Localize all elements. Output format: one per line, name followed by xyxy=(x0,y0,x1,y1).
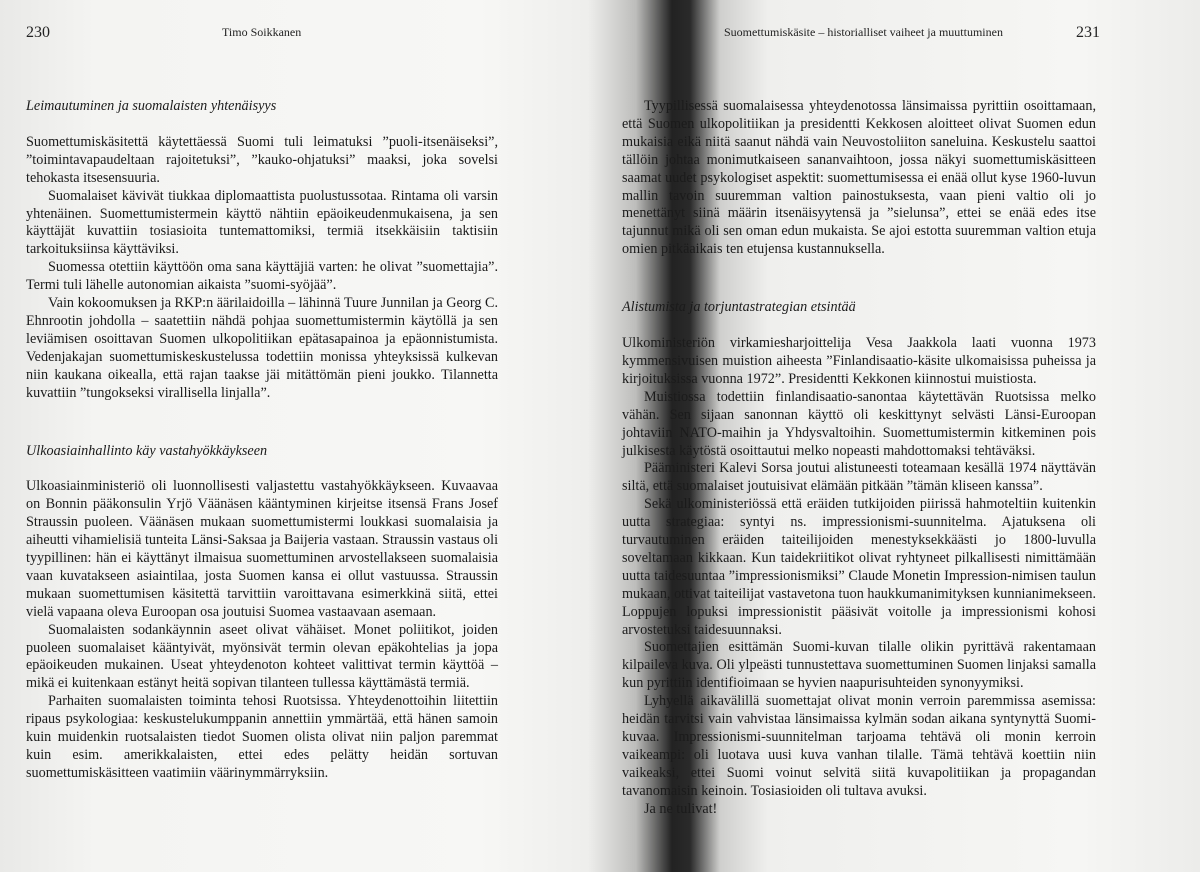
section-heading: Alistumista ja torjuntastrategian etsintää xyxy=(622,299,856,316)
paragraph: Suomettajien esittämän Suomi-kuvan tilalle olikin pyrittävä rakentamaan kilpaileva kuva. Oli ylpeästi tunnustettava suomettuminen Suomen linjaksi samalla kun pyrittiin identifioimaan se hyvien naapurisuhteiden synonyymiksi. xyxy=(622,639,1096,692)
page-number: 230 xyxy=(26,24,50,41)
left-page xyxy=(0,0,560,872)
running-head: Suomettumiskäsite – historialliset vaiheet ja muuttuminen xyxy=(724,25,1003,39)
spacer xyxy=(26,116,498,134)
left-page-body xyxy=(26,98,498,783)
paragraph: Suomalaisten sodankäynnin aseet olivat vähäiset. Monet poliitikot, joiden puoleen suomalaiset kääntyivät, myönsivät termin olevan epäkohtelias ja jopa epäoikeuden mukainen. Useat yhteydenoton kohteet valittivat termin käyttöä – mikä ei kuitenkaan estänyt heitä sopivan tilanteen tullessa käyttämästä termiä. xyxy=(26,621,498,692)
spacer xyxy=(622,281,1096,299)
spacer xyxy=(26,403,498,425)
spacer xyxy=(26,460,498,478)
page-number: 231 xyxy=(1076,24,1100,41)
paragraph: Suomalaiset kävivät tiukkaa diplomaattista puolustussotaa. Rintama oli varsin yhtenäinen. Suomettumistermein käyttö nähtiin epäoikeudenmukaisena, ja sen käyttäjät kuvattiin tosiasioita tuntemattomiksi, termiä itsekkäisiin taktisiin tarkoituksiinsa käyttäviksi. xyxy=(26,187,498,258)
paragraph: Pääministeri Kalevi Sorsa joutui alistuneesti toteamaan kesällä 1974 näyttävän siltä, että suomalaiset joutuisivat elämään pitkään ”tämän kliseen kanssa”. xyxy=(622,460,1096,495)
paragraph: Suomettumiskäsitettä käytettäessä Suomi tuli leimatuksi ”puoli-itsenäiseksi”, ”toimintavapaudeltaan rajoitetuksi”, ”kauko-ohjatuksi” maaksi, joka sovelsi tehokasta itsesensuuria. xyxy=(26,133,498,186)
paragraph: Parhaiten suomalaisten toiminta tehosi Ruotsissa. Yhteydenottoihin liitettiin ripaus psykologiaa: keskustelukumppanin annettiin ymmärtää, että hänen samoin kuin muidenkin ruotsalaisten tiedot Suomen olista olivat niin paljon paremmat kuin esim. amerikkalaisten, ettei edes pelätty heidän sortuvan suomettumiskäsitteen vaatimiin väärinymmärryksiin. xyxy=(26,693,498,781)
section-heading: Leimautuminen ja suomalaisten yhtenäisyys xyxy=(26,98,277,114)
paragraph: Muistiossa todettiin finlandisaatio-sanontaa käytettävän Ruotsissa melko vähän. Sen sijaan sanonnan käyttö oli keskittynyt selvästi Länsi-Euroopan johtaviin NATO-maihin ja Yhdysvaltoihin. Suomettumistermin kitkeminen pois julkisesta käytöstä osoittautui melko nopeasti mahdottomaksi tehtäväksi. xyxy=(622,388,1096,459)
right-page xyxy=(592,0,1200,872)
paragraph: Suomessa otettiin käyttöön oma sana käyttäjiä varten: he olivat ”suomettajia”. Termi tuli lähelle autonomian aikaista ”suomi-syöjää”. xyxy=(26,259,498,294)
paragraph: Tyypillisessä suomalaisessa yhteydenotossa länsimaissa pyrittiin osoittamaan, että Suomen ulkopolitiikan ja presidentti Kekkosen aloitteet olivat Suomen edun mukaisia eikä niitä saanut nähdä vain Neuvostoliiton saneluina. Keskustelu saattoi tällöin johtaa monimutkaiseen sananvaihtoon, jossa näkyi suomettumiskäsitteen saamat uudet psykologiset aspektit: suomettumisessa ei enää ollut kyse 1960-luvun mallin tavoin suuremman valtion painostuksesta, vaan pieni valtio oli jo menettänyt siinä määrin itsenäisyytensä ja ”sielunsa”, ettei se enää edes itse tajunnut mikä oli sen oman edun mukaista. Se ajoi estotta suuremman valtion etuja omien pitkäaikais ten etujensa kustannuksella. xyxy=(622,98,1096,258)
paragraph: Ulkoasiainministeriö oli luonnollisesti valjastettu vastahyökkäykseen. Kuvaavaa on Bonnin pääkonsulin Yrjö Väänäsen kääntyminen kirjeitse itsensä Frans Josef Straussin puoleen. Väänäsen mukaan suomettumistermi loukkasi suomalaisia ja aiheutti vihamielisiä tunteita Länsi-Saksaa ja Baijeria vastaan. Straussin vastaus oli tyypillinen: hän ei käyttänyt ilmaisua suomettuminen arvostellakseen suomalaisia vaan kuvatakseen asiaintilaa, josta Suomen kansa ei ollut vastuussa. Straussin mukaan suomettumisen käsitettä tarvittiin varoittavana esimerkkinä siitä, ettei vielä vapaana oleva Euroopan osa joutuisi Suomea vastaavaan asemaan. xyxy=(26,478,499,620)
right-page-body xyxy=(622,98,1096,819)
spacer xyxy=(26,425,498,443)
paragraph: Sekä ulkoministeriössä että eräiden tutkijoiden piirissä hahmoteltiin kuitenkin uutta strategiaa: syntyi ns. impressionismi-suunnitelma. Ajatuksena oli turvautuminen eräiden taiteilijoiden menestyksekkäästi jo 1800-luvulla soveltamaan kikkaan. Kun taidekriitikot olivat ryhtyneet pilkallisesti nimittämään uutta taidesuuntaa ”impressionismiksi” Claude Monetin Impression-nimisen taulun mukaan, ottivat taiteilijat vastavetona tuon haukkumanimityksen kunnianimekseen. Loppujen lopuksi impressionistit pääsivät voitolle ja impressionismi kohosi arvostetuksi taidesuunnaksi. xyxy=(622,496,1096,638)
running-head: Timo Soikkanen xyxy=(222,25,302,39)
paragraph: Ja ne tulivat! xyxy=(644,800,718,817)
section-heading: Ulkoasiainhallinto käy vastahyökkäykseen xyxy=(26,442,268,459)
spacer xyxy=(622,317,1096,335)
paragraph: Ulkoministeriön virkamiesharjoittelija Vesa Jaakkola laati vuonna 1973 kymmensivuisen muistion aiheesta ”Finlandisaatio-käsite ulkomaisissa puheissa ja kirjoituksissa vuonna 1972”. Presidentti Kekkonen kiinnostui muistiosta. xyxy=(622,335,1096,387)
spacer xyxy=(622,259,1096,281)
paragraph: Vain kokoomuksen ja RKP:n äärilaidoilla – lähinnä Tuure Junnilan ja Georg C. Ehnrootin johdolla – saatettiin nähdä pohjaa suomettumistermin käytöllä ja sen leviämisen osoittavan Suomen ulkopolitiikan epätasapainoa ja epäonnistumista. Vedenjakajan suomettumiskeskustelussa todettiin monissa yhteyksissä kulkevan niin kaukana oikealla, että rajan taakse jäi mitättömän pieni joukko. Tilannetta kuvattiin ”tungokseksi virallisella linjalla”. xyxy=(26,295,498,401)
paragraph: Lyhyellä aikavälillä suomettajat olivat monin verroin paremmissa asemissa: heidän tarvitsi vain vahvistaa länsimaissa kylmän sodan aikana syntynyttä Suomi-kuvaa. Impressionismi-suunnitelman tarjoama tehtävä oli monin kerroin vaikeampi: oli luotava uusi kuva vanhan tilalle. Tämä tehtävä koettiin niin vaikeaksi, ettei Suomi voinut selvitä siitä kuvapolitiikan ja propagandan tavanomaisin keinoin. Tosiasioiden oli tultava avuksi. xyxy=(622,693,1096,799)
